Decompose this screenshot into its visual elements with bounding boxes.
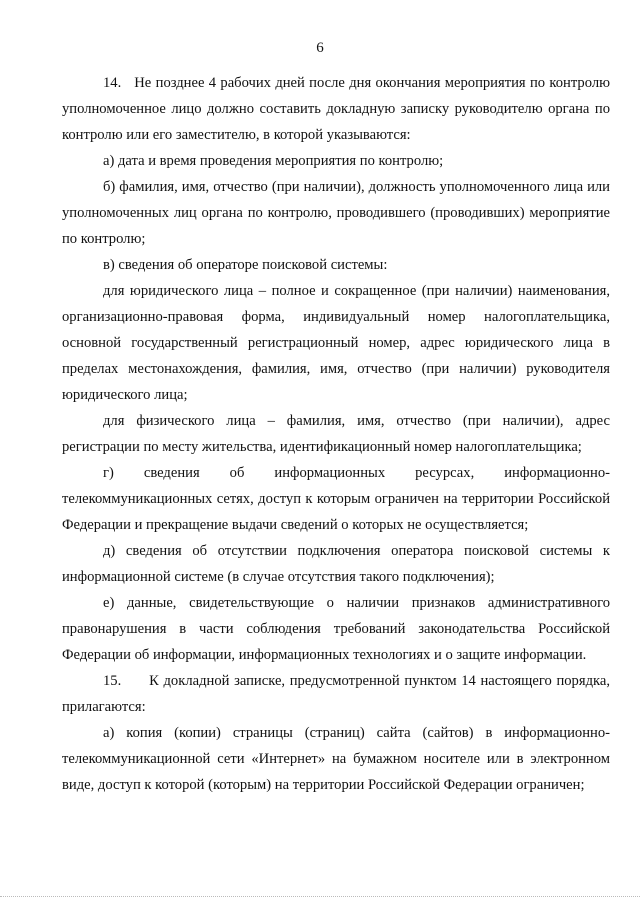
paragraph-15-a: а) копия (копии) страницы (страниц) сайта (сайтов) в информационно-телекоммуникационной сети «Интернет» на бумажном носителе или в электронном виде, доступ к которой (которым) на территории Российской Федерации ограничен; xyxy=(62,725,610,793)
paragraph-14-a: а) дата и время проведения мероприятия по контролю; xyxy=(103,153,444,169)
paragraph-14-g: г) сведения об информационных ресурсах, информационно-телекоммуникационных сетях, доступ к которым ограничен на территории Российской Федерации и прекращение выдачи сведений о которых не осуществляется; xyxy=(62,465,610,533)
document-body xyxy=(62,70,610,798)
paragraph-14: 14. Не позднее 4 рабочих дней после дня окончания мероприятия по контролю уполномоченное лицо должно составить докладную записку руководителю органа по контролю или его заместителю, в которой указываются: xyxy=(62,75,610,143)
paragraph-14-e: е) данные, свидетельствующие о наличии признаков административного правонарушения в части соблюдения требований законодательства Российской Федерации об информации, информационных технологиях и о защите информации. xyxy=(62,595,610,663)
page-number: 6 xyxy=(316,40,324,56)
paragraph-individual: для физического лица – фамилия, имя, отчество (при наличии), адрес регистрации по месту жительства, идентификационный номер налогоплательщика; xyxy=(62,413,610,455)
paragraph-14-v: в) сведения об операторе поисковой системы: xyxy=(103,257,388,273)
paragraph-legal-entity: для юридического лица – полное и сокращенное (при наличии) наименования, организационно-правовая форма, индивидуальный номер налогоплательщика, основной государственный регистрационный номер, адрес юридического лица в пределах местонахождения, фамилия, имя, отчество (при наличии) руководителя юридического лица; xyxy=(62,283,610,403)
paragraph-14-d: д) сведения об отсутствии подключения оператора поисковой системы к информационной системе (в случае отсутствия такого подключения); xyxy=(62,543,610,585)
paragraph-15: 15. К докладной записке, предусмотренной пунктом 14 настоящего порядка, прилагаются: xyxy=(62,673,610,715)
scan-edge-marks xyxy=(0,896,640,899)
paragraph-14-b: б) фамилия, имя, отчество (при наличии), должность уполномоченного лица или уполномоченных лиц органа по контролю, проводившего (проводивших) мероприятие по контролю; xyxy=(62,179,610,247)
